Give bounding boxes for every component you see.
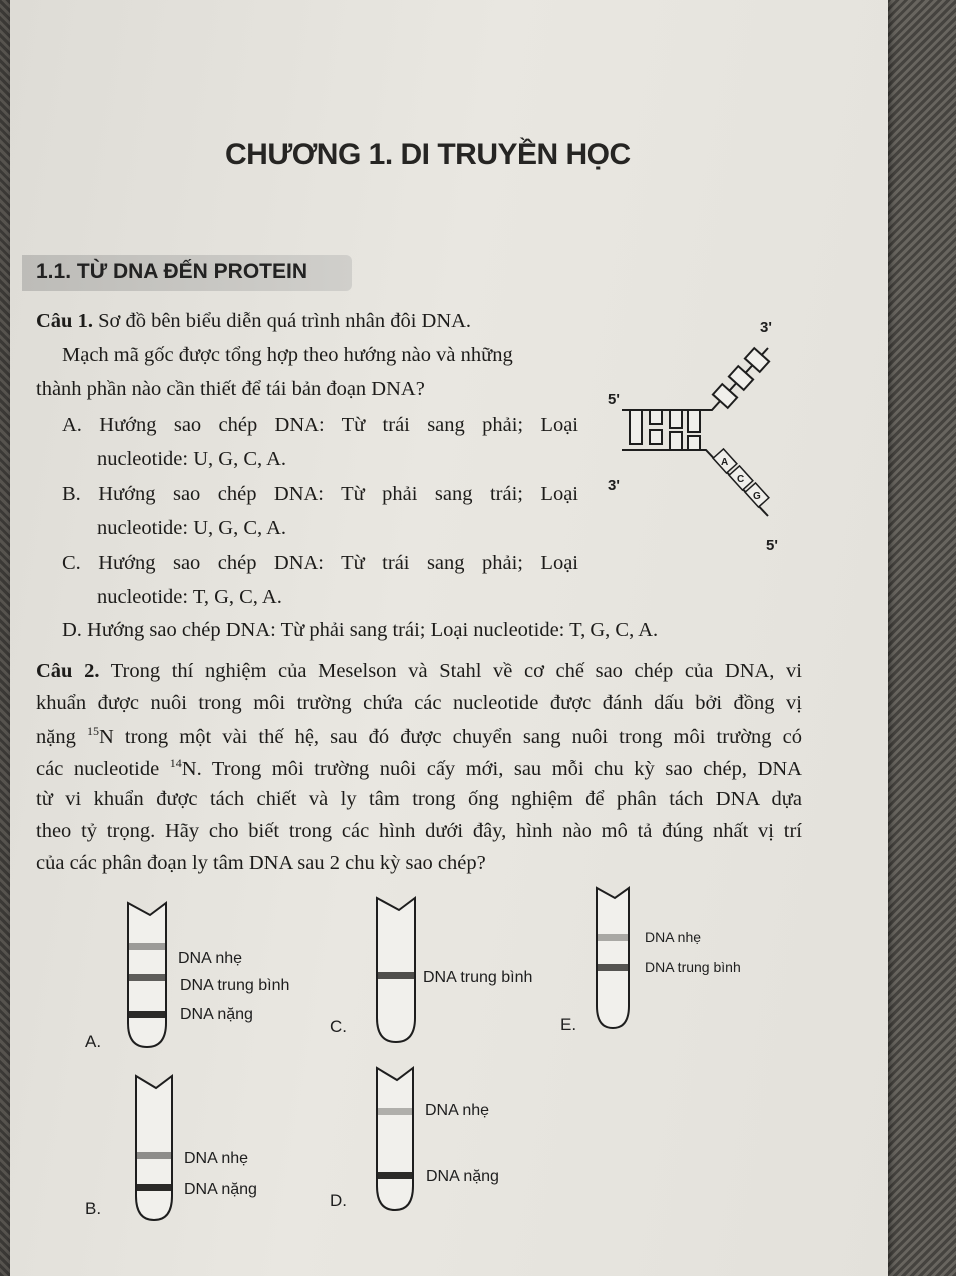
centrifuge-tube: [377, 1068, 413, 1210]
q2-line4-post: N. Trong môi trường nuôi cấy mới, sau mỗi chu kỳ sao chép, DNA: [181, 757, 802, 780]
q1-option-d: D. Hướng sao chép DNA: Từ phải sang trái; Loại nucleotide: T, G, C, A.: [62, 619, 659, 641]
label-dna-medium: DNA trung bình: [180, 977, 290, 994]
base-g-label: G: [753, 491, 761, 502]
base-pair: [650, 430, 662, 444]
option-c-label[interactable]: C.: [330, 1017, 347, 1036]
base-pair: [688, 436, 700, 450]
band-medium: [598, 964, 628, 971]
option-d-label[interactable]: D.: [330, 1191, 347, 1210]
label-dna-heavy: DNA nặng: [184, 1181, 257, 1198]
band-light: [378, 1108, 412, 1115]
centrifuge-tube: [377, 898, 415, 1042]
top-bases: [713, 348, 769, 408]
q1-label: Câu 1.: [36, 310, 93, 332]
q2-label: Câu 2.: [36, 660, 100, 682]
q2-line3-post: N trong một vài thế hệ, sau đó được chuyển sang nuôi trong môi trường có: [98, 725, 802, 748]
q2-line1-text: Trong thí nghiệm của Meselson và Stahl về cơ chế sao chép của DNA, vi: [110, 660, 802, 682]
base-pairs: [630, 410, 700, 450]
label-5prime-bottom: 5': [766, 537, 778, 554]
band-heavy: [378, 1172, 412, 1179]
q1-option-c-line2: nucleotide: T, G, C, A.: [97, 586, 282, 608]
centrifuge-tube: [136, 1076, 172, 1220]
tube-e-figure: [555, 880, 755, 1040]
q1-stem-line: [36, 310, 471, 333]
tube-a-figure: [80, 895, 340, 1055]
band-light: [137, 1152, 171, 1159]
tube-c-figure: [325, 890, 565, 1050]
option-e-label[interactable]: E.: [560, 1015, 577, 1034]
q2-line5: từ vi khuẩn được tách chiết và ly tâm trong ống nghiệm để phân tách DNA dựa: [36, 788, 802, 810]
option-a-label[interactable]: A.: [85, 1032, 102, 1051]
q1-option-c-line1: C. Hướng sao chép DNA: Từ trái sang phải; Loại: [62, 552, 578, 574]
isotope-14: 14: [169, 756, 182, 770]
band-light: [129, 943, 165, 950]
q2-line7: của các phân đoạn ly tâm DNA sau 2 chu kỳ sao chép?: [36, 852, 486, 874]
label-3prime-left: 3': [608, 477, 620, 494]
section-heading: 1.1. TỪ DNA ĐẾN PROTEIN: [36, 260, 308, 283]
label-3prime-top: 3': [760, 319, 772, 336]
q1-option-b-line1: B. Hướng sao chép DNA: Từ phải sang trái; Loại: [62, 483, 578, 505]
q1-stem: Sơ đồ bên biểu diễn quá trình nhân đôi DNA.: [98, 310, 472, 332]
band-light: [598, 934, 628, 941]
q1-line3: thành phần nào cần thiết để tái bản đoạn DNA?: [36, 378, 425, 400]
option-b-label[interactable]: B.: [85, 1199, 102, 1218]
replication-fork-diagram: [600, 310, 790, 560]
label-5prime-left: 5': [608, 391, 620, 408]
label-dna-medium: DNA trung bình: [645, 959, 741, 975]
q2-line4-pre: các nucleotide: [36, 757, 170, 780]
q2-line1: [36, 660, 802, 683]
base-pair: [688, 410, 700, 432]
q2-line4: [36, 756, 802, 781]
q1-option-b-line2: nucleotide: U, G, C, A.: [97, 517, 287, 539]
base-a-label: A: [721, 457, 729, 468]
base-pair: [650, 410, 662, 424]
band-medium: [378, 972, 414, 979]
band-heavy: [137, 1184, 171, 1191]
q2-line3-pre: nặng: [36, 725, 87, 748]
chapter-title: CHƯƠNG 1. DI TRUYỀN HỌC: [225, 138, 631, 171]
background-carpet-right: [885, 0, 956, 1276]
base-c-label: C: [737, 474, 745, 485]
label-dna-light: DNA nhẹ: [178, 950, 243, 967]
base-pair: [670, 432, 682, 450]
q2-line6: theo tỷ trọng. Hãy cho biết trong các hình dưới đây, hình nào mô tả đúng nhất vị trí: [36, 820, 802, 842]
centrifuge-tube: [597, 888, 629, 1028]
q2-line3: [36, 724, 802, 749]
base-pair: [670, 410, 682, 428]
tube-b-figure: [80, 1070, 320, 1230]
tube-d-figure: [325, 1060, 545, 1220]
isotope-15: 15: [86, 724, 99, 738]
label-dna-light: DNA nhẹ: [184, 1150, 249, 1167]
q1-option-a-line2: nucleotide: U, G, C, A.: [97, 448, 287, 470]
label-dna-light: DNA nhẹ: [645, 929, 702, 945]
label-dna-medium: DNA trung bình: [423, 969, 533, 986]
q1-option-a-line1: A. Hướng sao chép DNA: Từ trái sang phải; Loại: [62, 414, 578, 436]
band-medium: [129, 974, 165, 981]
band-heavy: [129, 1011, 165, 1018]
label-dna-light: DNA nhẹ: [425, 1102, 490, 1119]
q2-line2: khuẩn được nuôi trong môi trường chứa các nucleotide được đánh dấu bởi đồng vị: [36, 692, 802, 714]
label-dna-heavy: DNA nặng: [180, 1006, 253, 1023]
label-dna-heavy: DNA nặng: [426, 1168, 499, 1185]
q1-line2: Mạch mã gốc được tổng hợp theo hướng nào và những: [62, 344, 513, 366]
base-pair: [630, 410, 642, 444]
